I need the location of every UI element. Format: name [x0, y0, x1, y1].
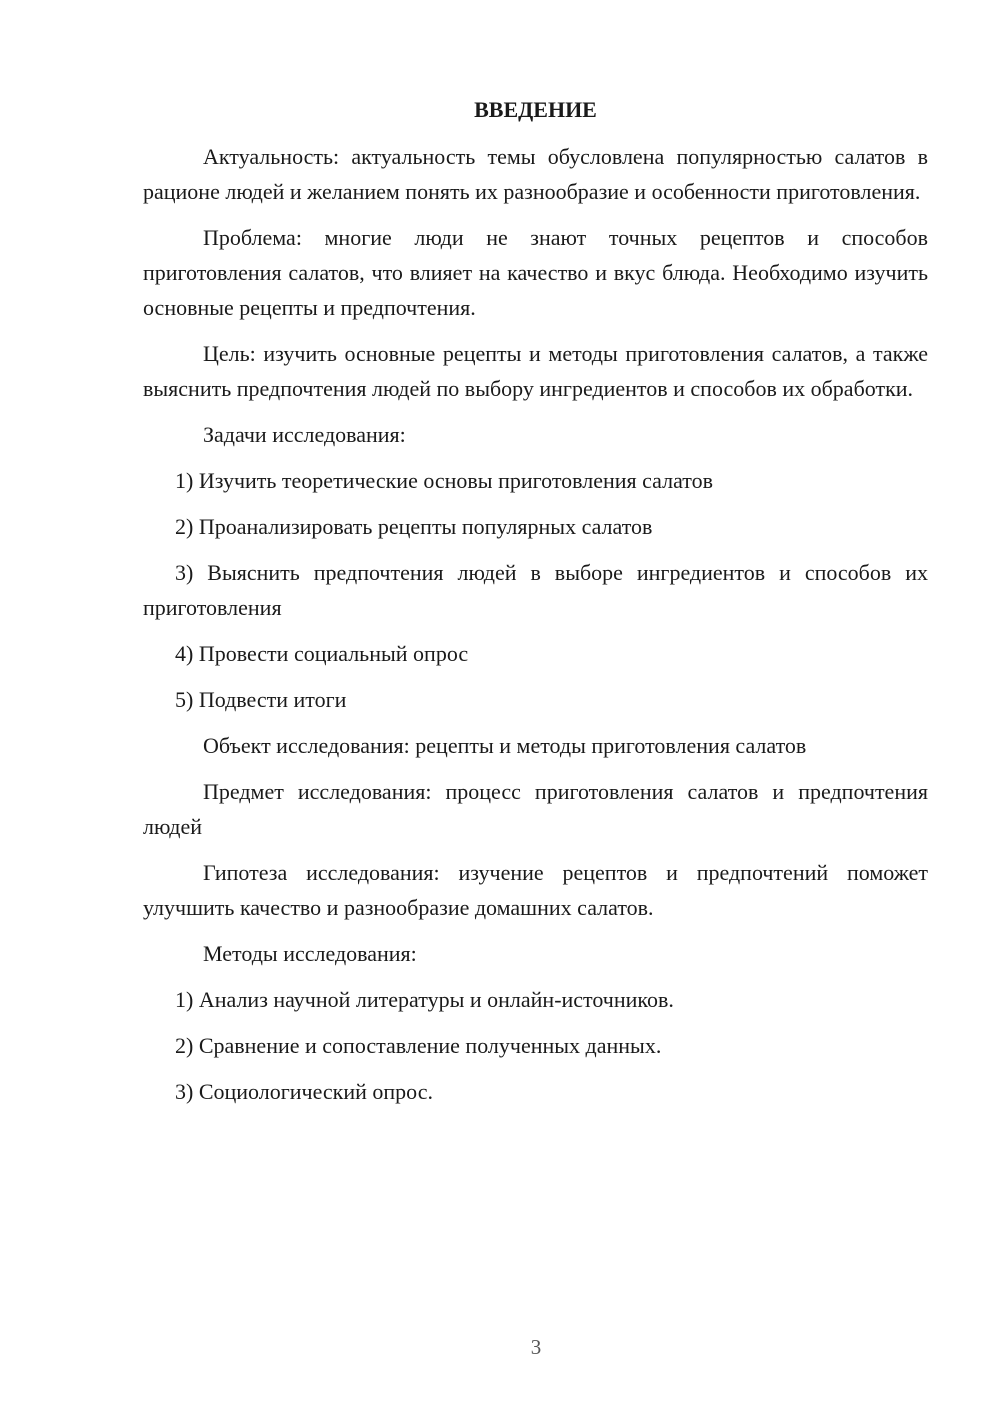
object-paragraph: Объект исследования: рецепты и методы приготовления салатов	[203, 733, 807, 758]
section-title: ВВЕДЕНИЕ	[474, 97, 597, 122]
problem-paragraph: Проблема: многие люди не знают точных рецептов и способов приготовления салатов, что влияет на качество и вкус блюда. Необходимо изучить основные рецепты и предпочтения.	[143, 225, 928, 320]
document-body	[143, 92, 928, 1120]
method-item: 2) Сравнение и сопоставление полученных данных.	[175, 1033, 662, 1058]
tasks-heading: Задачи исследования:	[203, 422, 406, 447]
method-item: 3) Социологический опрос.	[175, 1079, 433, 1104]
method-item: 1) Анализ научной литературы и онлайн-источников.	[175, 987, 674, 1012]
goal-paragraph: Цель: изучить основные рецепты и методы приготовления салатов, а также выяснить предпочтения людей по выбору ингредиентов и способов их обработки.	[143, 341, 928, 401]
task-item: 1) Изучить теоретические основы приготовления салатов	[175, 468, 714, 493]
task-item: 3) Выяснить предпочтения людей в выборе ингредиентов и способов их приготовления	[143, 560, 928, 620]
subject-paragraph: Предмет исследования: процесс приготовления салатов и предпочтения людей	[143, 779, 928, 839]
task-item: 4) Провести социальный опрос	[175, 641, 469, 666]
page-number: 3	[530, 1335, 542, 1359]
task-item: 2) Проанализировать рецепты популярных салатов	[175, 514, 653, 539]
relevance-paragraph: Актуальность: актуальность темы обусловлена популярностью салатов в рационе людей и желанием понять их разнообразие и особенности приготовления.	[143, 144, 928, 204]
methods-heading: Методы исследования:	[203, 941, 417, 966]
task-item: 5) Подвести итоги	[175, 687, 347, 712]
hypothesis-paragraph: Гипотеза исследования: изучение рецептов и предпочтений поможет улучшить качество и разнообразие домашних салатов.	[143, 860, 928, 920]
